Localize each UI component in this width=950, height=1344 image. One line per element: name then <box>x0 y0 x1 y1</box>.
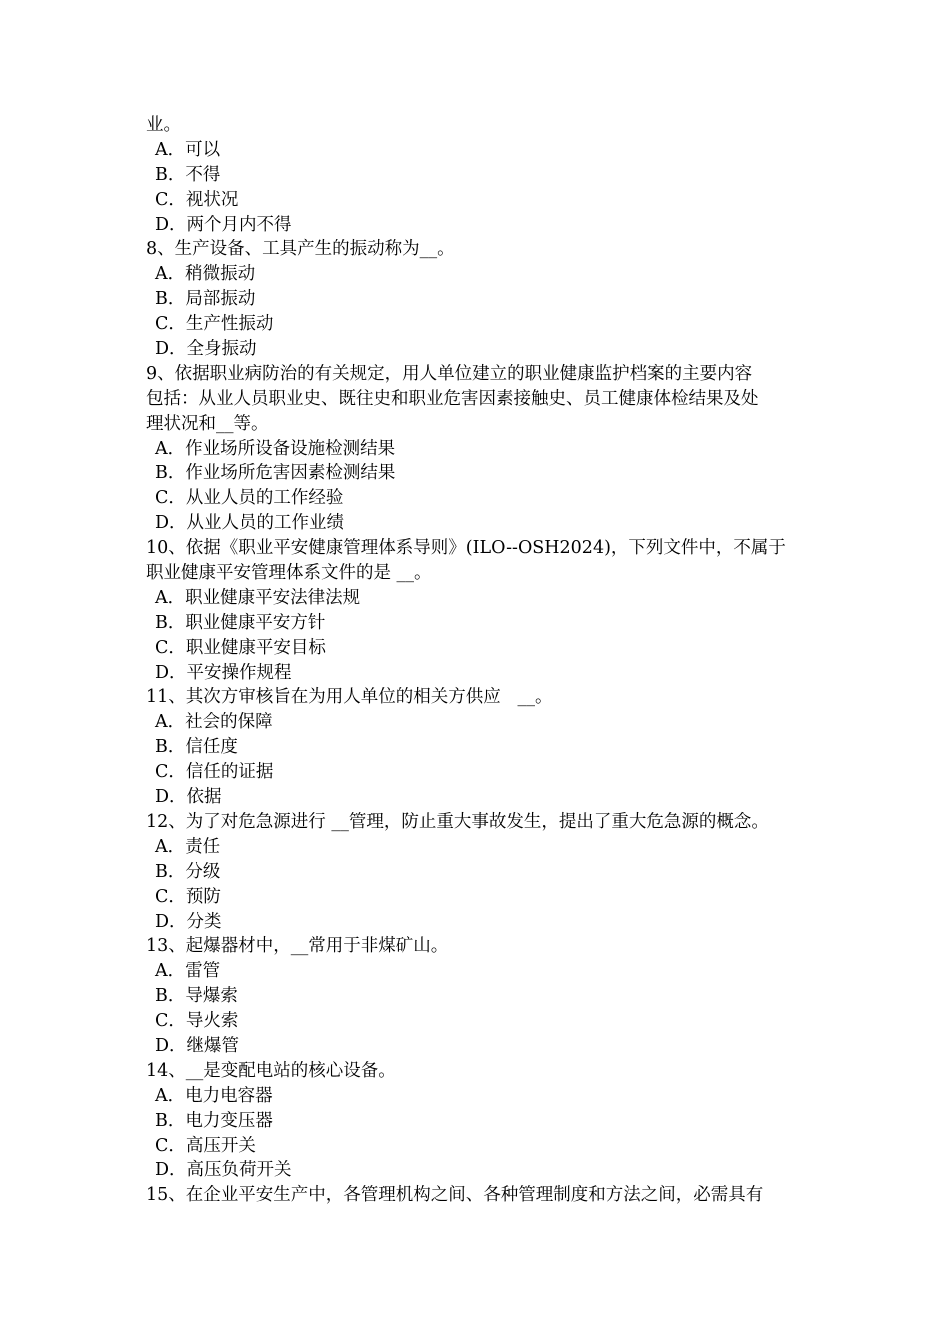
question-text-line: 11、其次方审核旨在为用人单位的相关方供应 __。 <box>146 687 553 708</box>
answer-option: A．职业健康平安法律法规 <box>155 587 361 608</box>
question-text-line: 业。 <box>146 115 181 135</box>
answer-option: A．可以 <box>155 139 221 160</box>
answer-option: A．电力电容器 <box>155 1085 273 1106</box>
answer-option: D．依据 <box>155 787 222 808</box>
answer-option: B．导爆索 <box>155 986 238 1007</box>
answer-option: B．分级 <box>155 861 221 882</box>
question-text-line: 包括：从业人员职业史、既往史和职业危害因素接触史、员工健康体检结果及处 <box>146 388 759 409</box>
answer-option: A．稍微振动 <box>155 264 256 285</box>
answer-option: B．电力变压器 <box>155 1110 273 1131</box>
question-text-line: 9、依据职业病防治的有关规定，用人单位建立的职业健康监护档案的主要内容 <box>146 363 753 384</box>
question-text-line: 12、为了对危急源进行 __管理，防止重大事故发生，提出了重大危急源的概念。 <box>146 811 769 832</box>
answer-option: B．职业健康平安方针 <box>155 612 326 633</box>
answer-option: A．责任 <box>155 836 221 857</box>
document-page <box>146 113 818 1208</box>
answer-option: D．从业人员的工作业绩 <box>155 513 345 534</box>
answer-option: C．预防 <box>155 886 221 907</box>
question-text-line: 15、在企业平安生产中，各管理机构之间、各种管理制度和方法之间，必需具有 <box>146 1185 764 1206</box>
answer-option: C．视状况 <box>155 189 239 210</box>
question-text-line: 职业健康平安管理体系文件的是 __。 <box>146 563 432 584</box>
answer-option: C．职业健康平安目标 <box>155 637 326 658</box>
answer-option: C．生产性振动 <box>155 314 274 335</box>
answer-option: D．全身振动 <box>155 339 257 360</box>
answer-option: A．作业场所设备设施检测结果 <box>155 438 396 459</box>
answer-option: A．雷管 <box>155 961 221 982</box>
question-text-line: 理状况和__等。 <box>146 413 269 434</box>
answer-option: B．不得 <box>155 164 221 185</box>
question-text-line: 8、生产设备、工具产生的振动称为__。 <box>146 239 455 260</box>
answer-option: D．分类 <box>155 911 222 932</box>
answer-option: C．导火索 <box>155 1011 239 1032</box>
answer-option: C．高压开关 <box>155 1135 256 1156</box>
answer-option: D．两个月内不得 <box>155 214 292 235</box>
answer-option: B．信任度 <box>155 737 238 758</box>
question-text-line: 10、依据《职业平安健康管理体系导则》(ILO--OSH2024)，下列文件中，不属于 <box>146 538 786 559</box>
question-text-line: 13、起爆器材中，__常用于非煤矿山。 <box>146 936 449 957</box>
answer-option: A．社会的保障 <box>155 712 273 733</box>
answer-option: D．继爆管 <box>155 1035 240 1056</box>
answer-option: B．作业场所危害因素检测结果 <box>155 463 396 484</box>
answer-option: D．高压负荷开关 <box>155 1160 292 1181</box>
question-text-line: 14、__是变配电站的核心设备。 <box>146 1060 396 1081</box>
answer-option: D．平安操作规程 <box>155 662 292 683</box>
answer-option: C．信任的证据 <box>155 762 274 783</box>
answer-option: B．局部振动 <box>155 289 256 310</box>
answer-option: C．从业人员的工作经验 <box>155 488 344 509</box>
